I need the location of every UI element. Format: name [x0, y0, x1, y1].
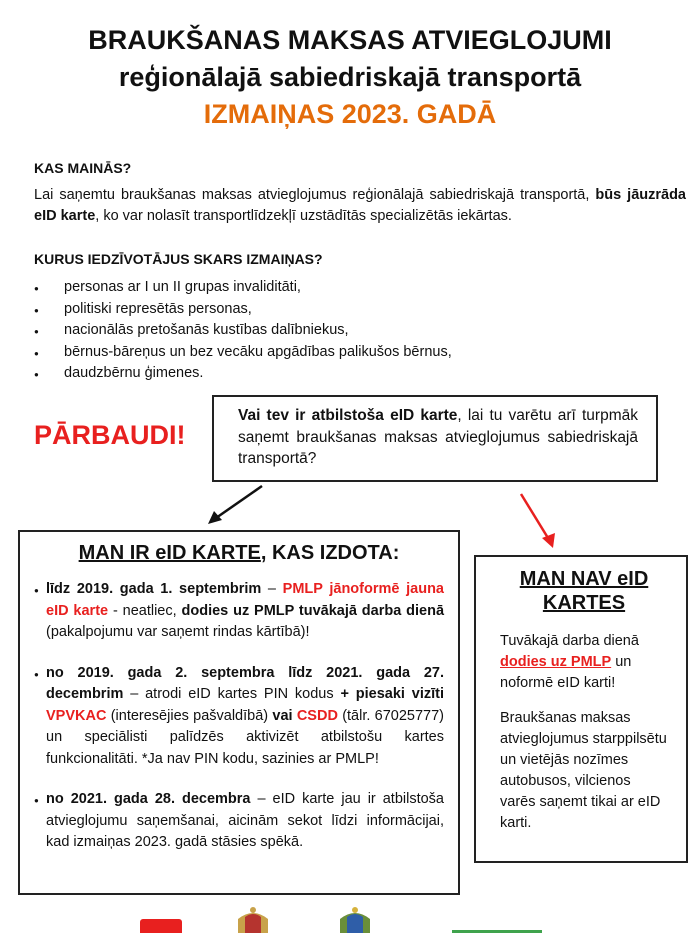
item1-rest: (pakalpojumu var saņemt rindas kārtībā)! — [46, 624, 310, 640]
question-bold: Vai tev ir atbilstoša eID karte — [238, 407, 458, 424]
no-eid-paragraph-1 — [500, 631, 668, 694]
has-eid-box — [18, 530, 460, 895]
item2-bold: + piesaki vizīti — [340, 686, 444, 702]
item2-text: – atrodi eID kartes PIN kodus — [123, 686, 341, 702]
red-logo-icon — [140, 919, 182, 933]
item2-text2: (interesējies pašvaldībā) — [106, 707, 273, 724]
item2-rest: (tālr. 67025777) un speciālisti palīdzēs aktivizēt atbilstošu kartes funkcionalitāti. *Ja nav PIN kodu, sazinies ar PMLP! — [46, 707, 445, 767]
affected-list — [34, 277, 452, 385]
changes-text-c: , ko var nolasīt transportlīdzekļī uzstādītās specializētās iekārtas. — [95, 208, 512, 224]
list-item: ● politiski represētās personas, — [34, 299, 452, 321]
item2-csdd: CSDD — [296, 707, 338, 724]
no-eid-p1-a: Tuvākajā darba dienā — [500, 633, 639, 649]
no-eid-box — [474, 555, 688, 863]
item1-bold: dodies uz PMLP tuvākajā darba dienā — [181, 602, 445, 619]
no-eid-title: MAN NAV eID KARTES — [519, 568, 649, 614]
item3-rest: – eID karte jau ir atbilstoša atvieglojumu saņemšanai, aicinām sekot līdzi informācijai, kad izmaiņas 2023. gadā stāsies spēkā. — [46, 791, 444, 850]
list-item: ● nacionālās pretošanās kustības dalībniekus, — [34, 320, 452, 342]
item1-dash: – — [261, 581, 283, 597]
arrow-right-icon — [515, 490, 565, 552]
item1-red: PMLP jānoformē jauna eID karte — [46, 581, 444, 619]
list-item — [34, 663, 444, 771]
question-box — [212, 395, 658, 482]
no-eid-p1-link: dodies uz PMLP — [500, 654, 612, 670]
item2-vpvkac: VPVKAC — [46, 707, 107, 724]
item1-date: līdz 2019. gada 1. septembrim — [46, 581, 262, 597]
no-eid-p1-c: un noformē eID karti! — [500, 654, 632, 691]
coat-of-arms-icon — [228, 905, 278, 933]
item1-text: - neatliec, — [108, 602, 182, 619]
check-label: PĀRBAUDI! — [34, 420, 186, 450]
list-item: ● bērnus-bāreņus un bez vecāku apgādības palikušos bērnus, — [34, 342, 452, 364]
coat-of-arms-icon — [330, 905, 380, 933]
item2-date: no 2019. gada 2. septembra līdz 2021. gada 27. decembrim — [46, 664, 444, 702]
item2-or: vai — [272, 707, 297, 724]
changes-text-b: būs jāuzrāda eID karte — [34, 187, 686, 224]
has-eid-title-ul: MAN IR eID KARTE — [78, 542, 261, 564]
list-item: ● daudzbērnu ģimenes. — [34, 363, 452, 385]
list-item — [34, 789, 444, 854]
arrow-left-icon — [200, 482, 270, 528]
section-heading-changes: KAS MAINĀS? — [34, 160, 132, 176]
section-text-changes — [34, 185, 686, 227]
title-line-1: BRAUKŠANAS MAKSAS ATVIEGLOJUMI — [88, 25, 612, 55]
title-line-2: reģionālajā sabiedriskajā transportā — [118, 62, 582, 92]
has-eid-title-rest: , KAS IZDOTA: — [260, 542, 400, 564]
section-heading-affected: KURUS IEDZĪVOTĀJUS SKARS IZMAIŅAS? — [34, 251, 323, 267]
item3-date: no 2021. gada 28. decembra — [46, 791, 251, 807]
footer-logos — [0, 905, 700, 933]
changes-text-a: Lai saņemtu braukšanas maksas atvieglojumus reģionālajā sabiedriskajā transportā, — [34, 187, 596, 203]
no-eid-paragraph-2: Braukšanas maksas atvieglojumus starppilsētu un vietējās nozīmes autobusos, vilcienos varēs saņemt tikai ar eID karti. — [500, 710, 667, 831]
question-rest: , lai tu varētu arī turpmāk saņemt braukšanas maksas atvieglojumus sabiedriskajā transportā? — [238, 407, 638, 467]
list-item: ● personas ar I un II grupas invaliditāti, — [34, 277, 452, 299]
title-line-3: IZMAIŅAS 2023. GADĀ — [203, 99, 497, 129]
has-eid-title — [34, 542, 444, 565]
list-item — [34, 579, 444, 644]
